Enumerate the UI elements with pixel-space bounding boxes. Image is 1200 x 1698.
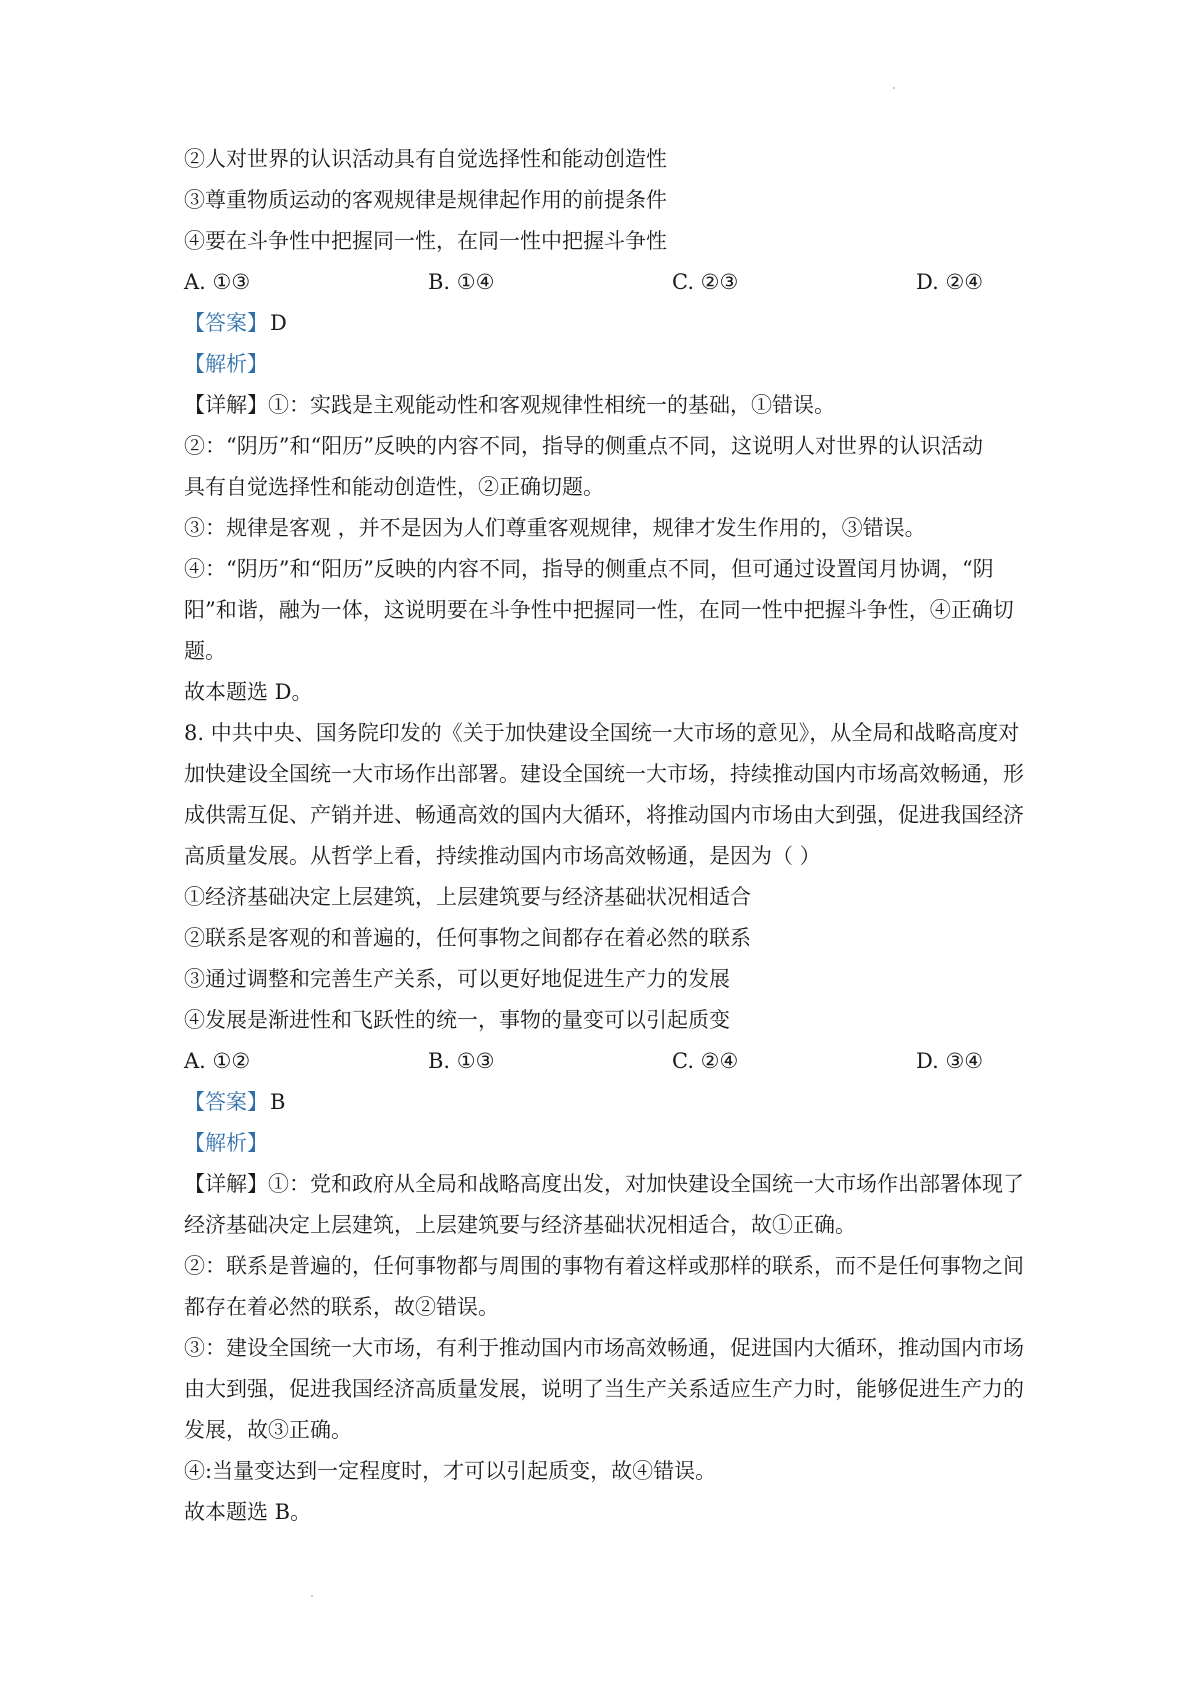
q8-stem-line: 8. 中共中央、国务院印发的《关于加快建设全国统一大市场的意见》，从全局和战略高度对	[184, 721, 1020, 745]
q7-option-a: A. ①③	[184, 270, 251, 294]
answer-value: B	[270, 1090, 286, 1114]
q8-statement: ②联系是客观的和普遍的，任何事物之间都存在着必然的联系	[184, 926, 751, 950]
q8-option-c: C. ②④	[672, 1049, 739, 1073]
q7-detail-line: ④：“阴历”和“阳历”反映的内容不同，指导的侧重点不同，但可通过设置闰月协调，“阴	[184, 557, 994, 581]
q7-detail-line: ③：规律是客观 ，并不是因为人们尊重客观规律，规律才发生作用的，③错误。	[184, 516, 926, 540]
q8-detail-line: ④:当量变达到一定程度时，才可以引起质变，故④错误。	[184, 1459, 717, 1483]
q8-stem-line: 高质量发展。从哲学上看，持续推动国内市场高效畅通，是因为（ ）	[184, 844, 821, 868]
q8-option-d: D. ③④	[916, 1049, 984, 1073]
detail-text: ①：实践是主观能动性和客观规律性相统一的基础，①错误。	[268, 393, 835, 417]
q7-options	[184, 262, 1032, 303]
analysis-tag: 【解析】	[184, 352, 268, 376]
q8-statement: ①经济基础决定上层建筑，上层建筑要与经济基础状况相适合	[184, 885, 751, 909]
scan-dot	[893, 87, 895, 89]
q8-detail-line: 由大到强，促进我国经济高质量发展，说明了当生产关系适应生产力时，能够促进生产力的	[184, 1377, 1024, 1401]
q8-detail-first	[184, 1164, 1032, 1205]
q8-detail-line: 都存在着必然的联系，故②错误。	[184, 1295, 499, 1319]
answer-tag: 【答案】	[184, 311, 268, 335]
q7-conclusion: 故本题选 D。	[184, 680, 313, 704]
q7-detail-line: ②：“阴历”和“阳历”反映的内容不同，指导的侧重点不同，这说明人对世界的认识活动	[184, 434, 983, 458]
q8-options	[184, 1041, 1032, 1082]
analysis-tag: 【解析】	[184, 1131, 268, 1155]
q8-option-b: B. ①③	[428, 1049, 495, 1073]
q7-detail-line: 题。	[184, 639, 226, 663]
q7-detail-first	[184, 385, 1032, 426]
q7-analysis-heading	[184, 344, 1032, 385]
detail-text: ①：党和政府从全局和战略高度出发，对加快建设全国统一大市场作出部署体现了	[268, 1172, 1024, 1196]
q8-option-a: A. ①②	[184, 1049, 251, 1073]
q8-stem-line: 成供需互促、产销并进、畅通高效的国内大循环，将推动国内市场由大到强，促进我国经济	[184, 803, 1024, 827]
q8-answer	[184, 1082, 1032, 1123]
document-content	[184, 139, 1032, 1533]
q8-statement: ③通过调整和完善生产关系，可以更好地促进生产力的发展	[184, 967, 730, 991]
q8-detail-line: ②：联系是普遍的，任何事物都与周围的事物有着这样或那样的联系，而不是任何事物之间	[184, 1254, 1024, 1278]
q8-detail-line: 发展，故③正确。	[184, 1418, 352, 1442]
q8-conclusion: 故本题选 B。	[184, 1500, 312, 1524]
q7-option-b: B. ①④	[428, 270, 495, 294]
answer-value: D	[270, 311, 287, 335]
q8-detail-line: 经济基础决定上层建筑，上层建筑要与经济基础状况相适合，故①正确。	[184, 1213, 856, 1237]
q7-statement: ②人对世界的认识活动具有自觉选择性和能动创造性	[184, 147, 667, 171]
q7-statement: ④要在斗争性中把握同一性，在同一性中把握斗争性	[184, 229, 667, 253]
q7-detail-line: 阳”和谐，融为一体，这说明要在斗争性中把握同一性，在同一性中把握斗争性，④正确切	[184, 598, 1014, 622]
scan-dot	[311, 1595, 313, 1597]
answer-tag: 【答案】	[184, 1090, 268, 1114]
q7-answer	[184, 303, 1032, 344]
q8-statement: ④发展是渐进性和飞跃性的统一，事物的量变可以引起质变	[184, 1008, 730, 1032]
q7-option-c: C. ②③	[672, 270, 739, 294]
q7-option-d: D. ②④	[916, 270, 984, 294]
q8-detail-line: ③：建设全国统一大市场，有利于推动国内市场高效畅通，促进国内大循环，推动国内市场	[184, 1336, 1024, 1360]
q7-statement: ③尊重物质运动的客观规律是规律起作用的前提条件	[184, 188, 667, 212]
q7-detail-line: 具有自觉选择性和能动创造性，②正确切题。	[184, 475, 604, 499]
detail-tag: 【详解】	[184, 1172, 268, 1196]
detail-tag: 【详解】	[184, 393, 268, 417]
q8-stem-line: 加快建设全国统一大市场作出部署。建设全国统一大市场，持续推动国内市场高效畅通，形	[184, 762, 1024, 786]
q8-analysis-heading	[184, 1123, 1032, 1164]
